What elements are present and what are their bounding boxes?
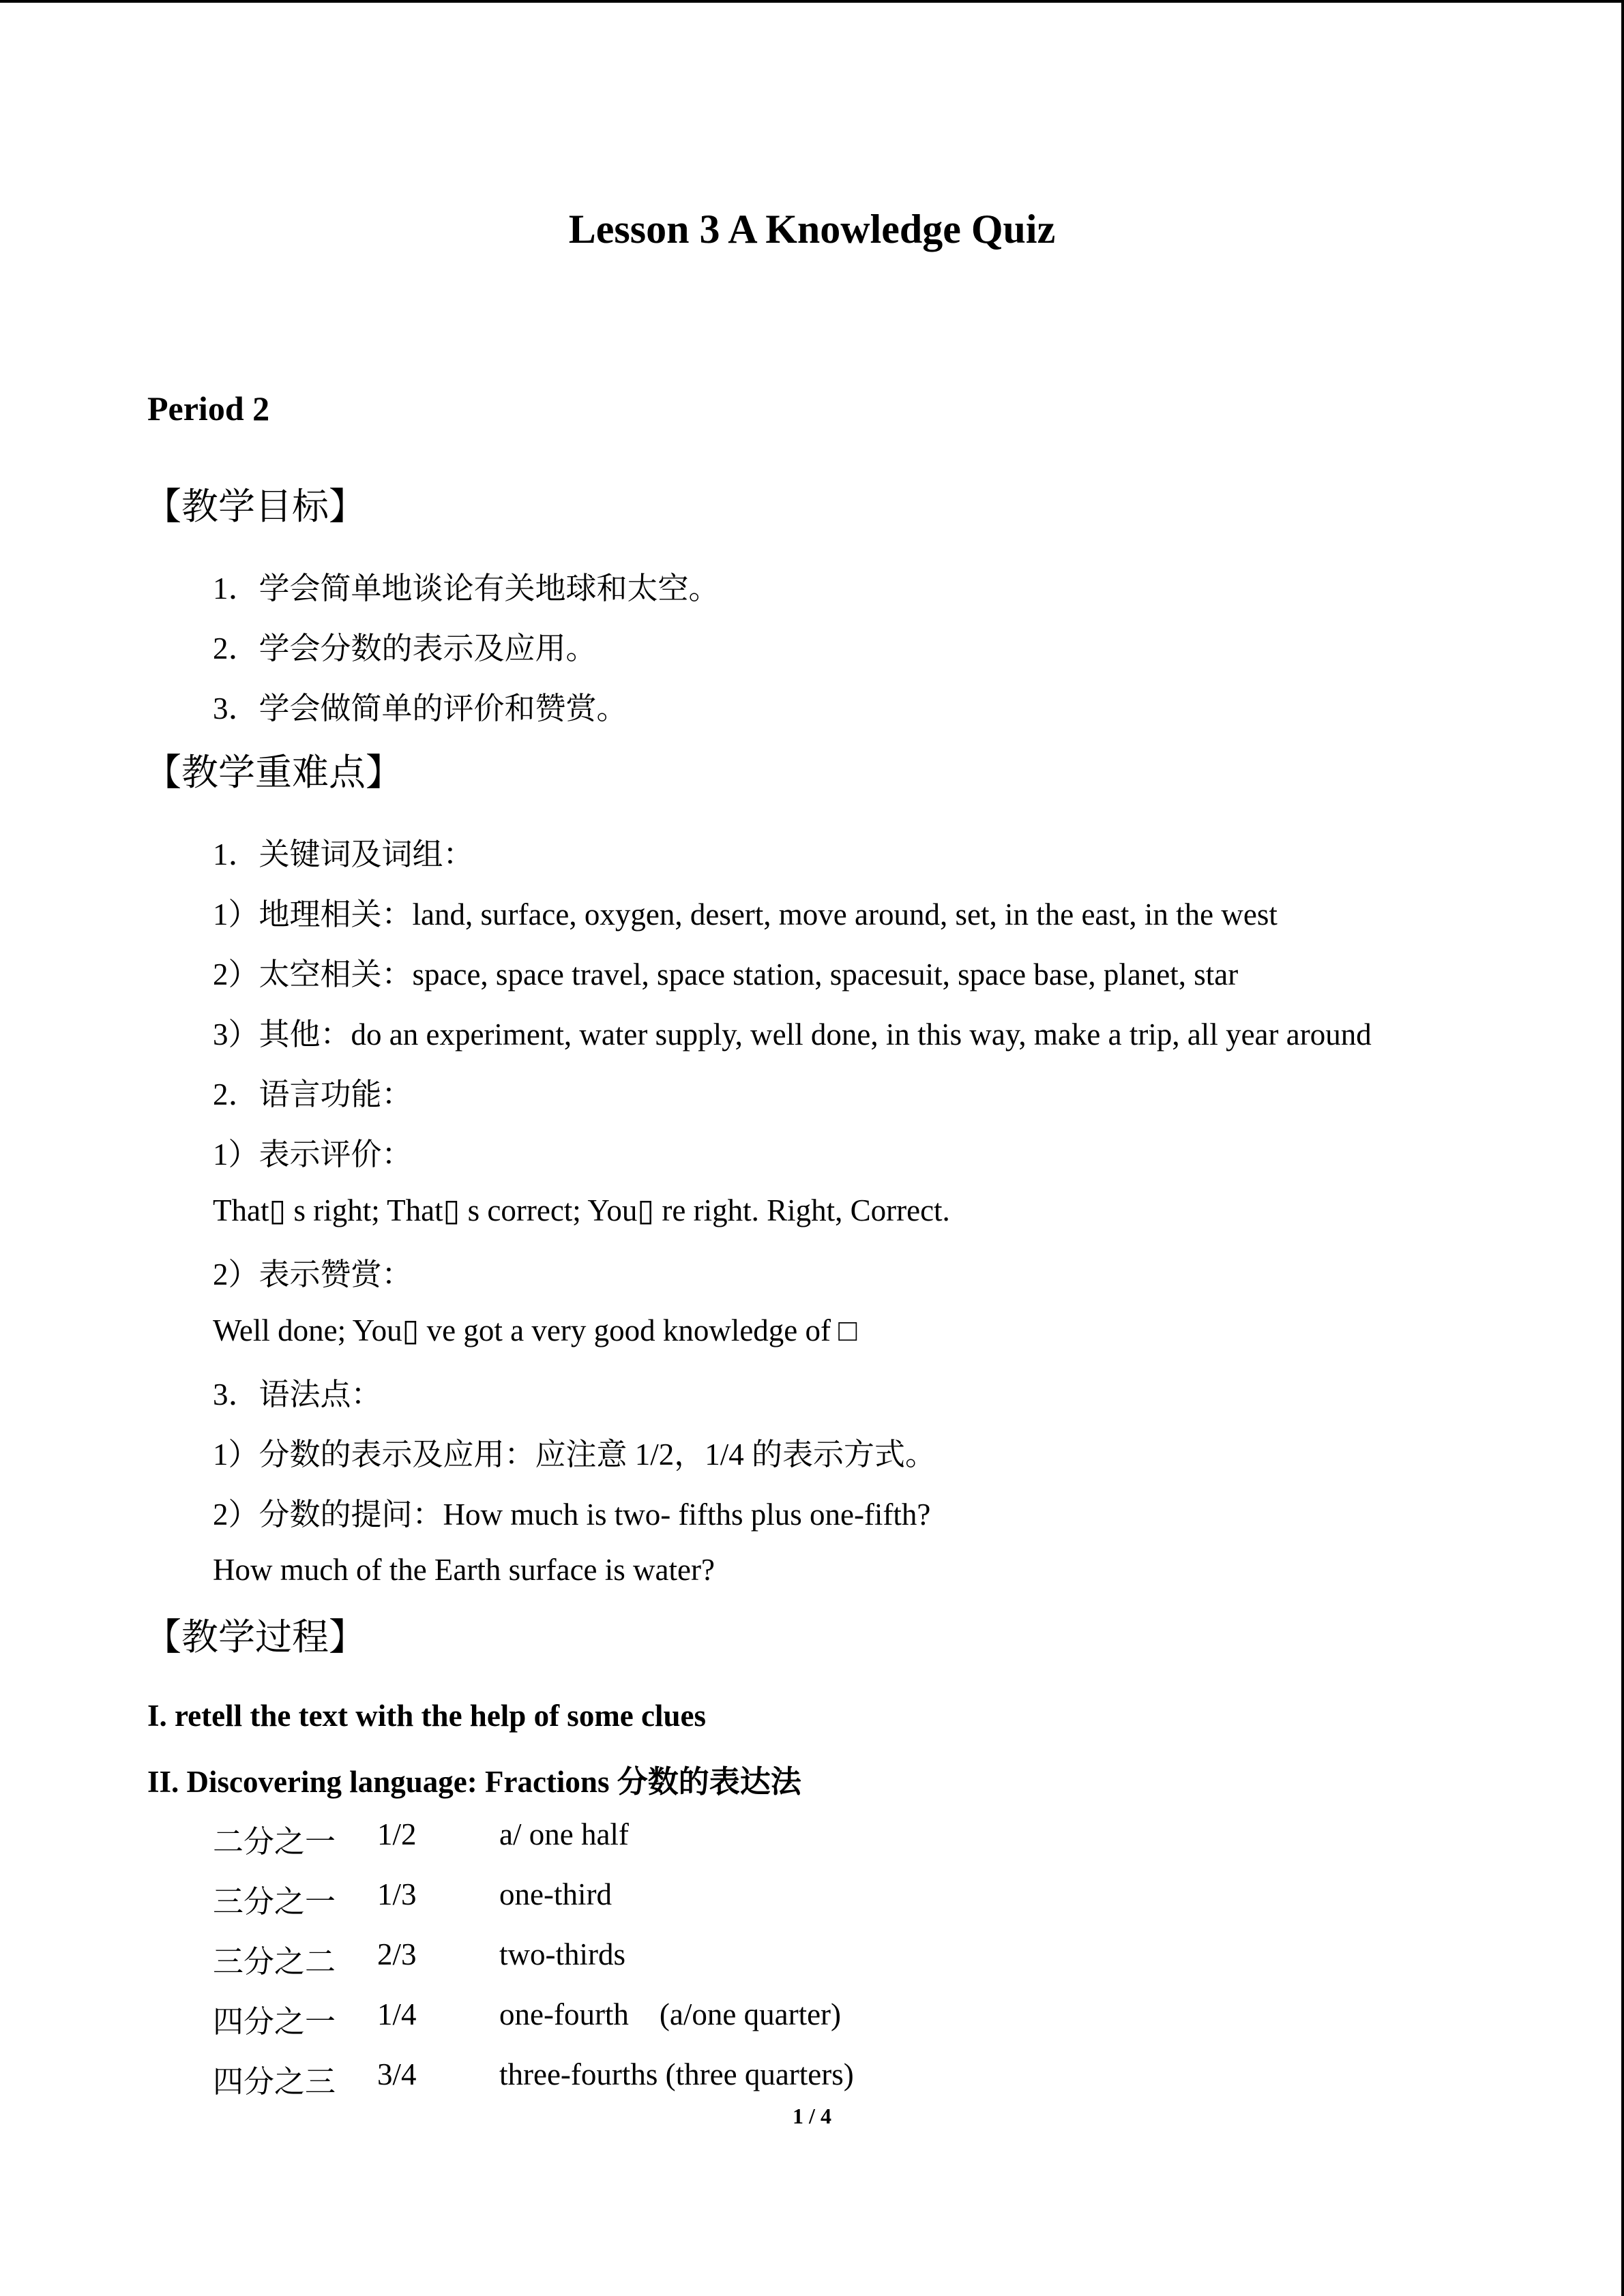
- key-points-heading: 【教学重难点】: [145, 752, 402, 793]
- key-points-line: 3）其他：do an experiment, water supply, well done, in this way, make a trip, all year around: [213, 1017, 1372, 1052]
- fraction-english: two-thirds: [499, 1937, 625, 1971]
- key-points-line: Well done; You▯ ve got a very good knowledge of □: [213, 1313, 857, 1347]
- fraction-chinese: 三分之一: [213, 1885, 336, 1919]
- fraction-chinese: 四分之一: [213, 2005, 336, 2039]
- key-points-line: 2）分数的提问：How much is two- fifths plus one-fifth?: [213, 1497, 931, 1532]
- fraction-english: one-fourth (a/one quarter): [499, 1997, 842, 2031]
- document-title: Lesson 3 A Knowledge Quiz: [568, 207, 1056, 252]
- fraction-number: 3/4: [377, 2057, 417, 2091]
- page-top-border: [0, 0, 1624, 3]
- process-step-1: I. retell the text with the help of some clues: [147, 1699, 707, 1733]
- fraction-number: 1/3: [377, 1877, 417, 1911]
- key-points-line: 2）表示赞赏：: [213, 1257, 413, 1292]
- fraction-english: a/ one half: [499, 1817, 629, 1851]
- fraction-chinese: 四分之三: [213, 2065, 336, 2099]
- key-points-line: 1）表示评价：: [213, 1137, 413, 1172]
- fraction-english: one-third: [499, 1877, 612, 1911]
- page-right-border: [1621, 0, 1624, 2296]
- period-heading: Period 2: [147, 389, 270, 428]
- objectives-heading: 【教学目标】: [145, 486, 366, 527]
- key-points-line: 1）地理相关：land, surface, oxygen, desert, move around, set, in the east, in the west: [213, 897, 1278, 931]
- objective-item: 3．学会做简单的评价和赞赏。: [213, 691, 628, 726]
- fraction-chinese: 三分之二: [213, 1945, 336, 1979]
- fraction-number: 1/2: [377, 1817, 417, 1851]
- fraction-number: 1/4: [377, 1997, 417, 2031]
- page-number: 1 / 4: [793, 2104, 831, 2128]
- process-step-2: II. Discovering language: Fractions 分数的表达法: [147, 1765, 801, 1799]
- key-points-line: 1）分数的表示及应用：应注意 1/2，1/4 的表示方式。: [213, 1437, 936, 1472]
- fraction-english: three-fourths (three quarters): [499, 2057, 854, 2091]
- key-points-line: 2）太空相关：space, space travel, space station, spacesuit, space base, planet, star: [213, 957, 1239, 992]
- key-points-line: 3．语法点：: [213, 1377, 382, 1412]
- fraction-number: 2/3: [377, 1937, 417, 1971]
- fraction-chinese: 二分之一: [213, 1825, 336, 1859]
- key-points-line: 2．语言功能：: [213, 1077, 413, 1112]
- key-points-line: 1．关键词及词组：: [213, 837, 474, 871]
- objective-item: 2．学会分数的表示及应用。: [213, 631, 597, 666]
- process-heading: 【教学过程】: [145, 1617, 366, 1658]
- key-points-line: That▯ s right; That▯ s correct; You▯ re right. Right, Correct.: [213, 1193, 950, 1227]
- objective-item: 1．学会简单地谈论有关地球和太空。: [213, 571, 720, 606]
- key-points-line: How much of the Earth surface is water?: [213, 1553, 715, 1587]
